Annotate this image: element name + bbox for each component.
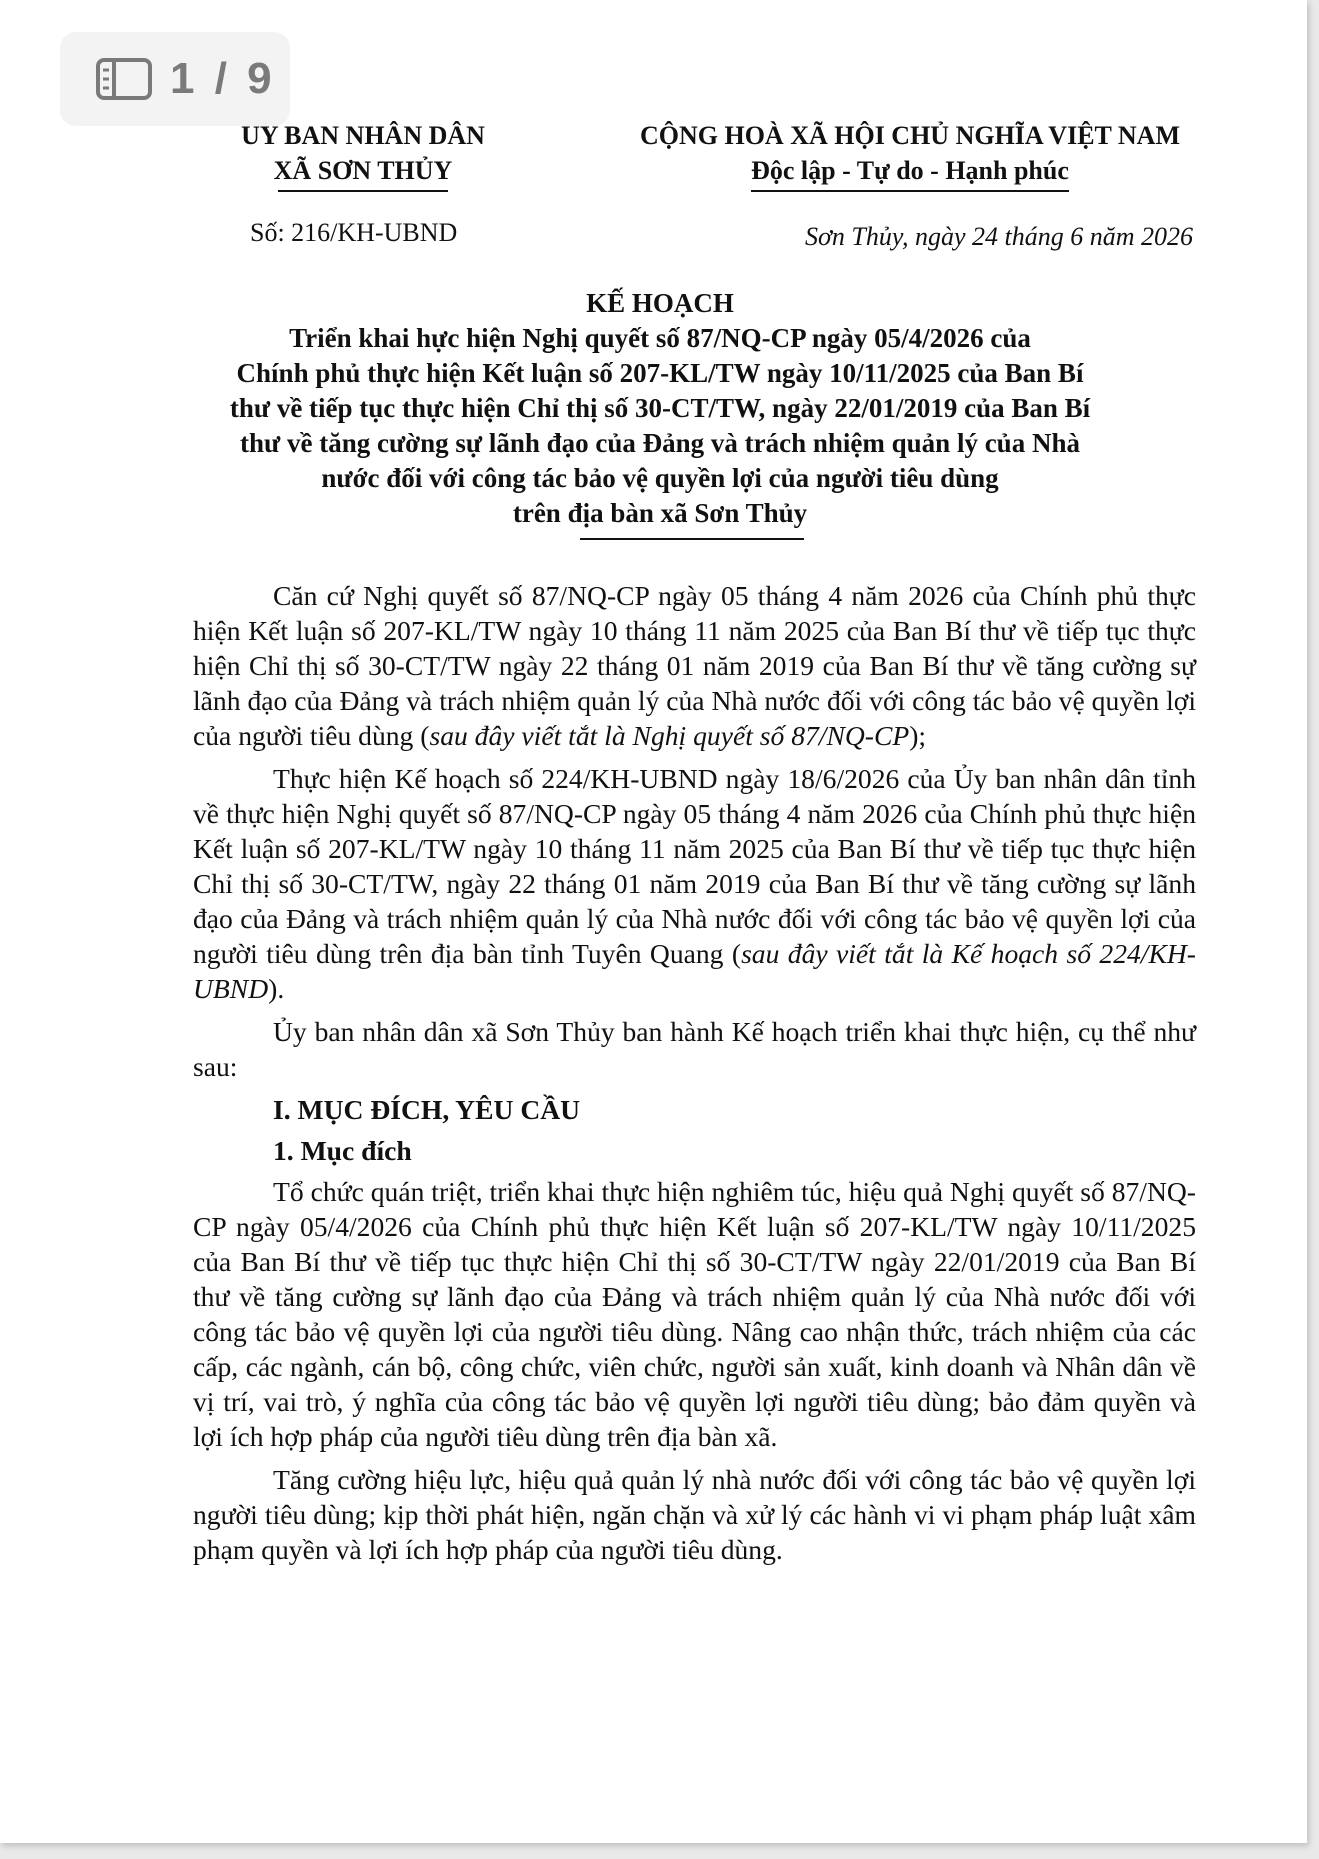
title-line: Triển khai hực hiện Nghị quyết số 87/NQ-CP ngày 05/4/2026 của: [289, 323, 1031, 353]
national-title: [580, 118, 1240, 192]
document-type: KẾ HOẠCH: [586, 288, 734, 318]
document-place-date: Sơn Thủy, ngày 24 tháng 6 năm 2026: [805, 222, 1193, 251]
agency-underline: [278, 190, 448, 192]
agency-line-1: UY BAN NHÂN DÂN: [241, 121, 485, 150]
paragraph-legal-basis: Căn cứ Nghị quyết số 87/NQ-CP ngày 05 tháng 4 năm 2026 của Chính phủ thực hiện Kết luận số 207-KL/TW ngày 10 tháng 11 năm 2025 của Ban Bí thư về tiếp tục thực hiện Chỉ thị số 30-CT/TW ngày 22 tháng 01 năm 2019 của Ban Bí thư về tăng cường sự lãnh đạo của Đảng và trách nhiệm quản lý của Nhà nước đối với công tác bảo vệ quyền lợi của người tiêu dùng (sau đây viết tắt là Nghị quyết số 87/NQ-CP);: [193, 580, 1196, 751]
title-line: Chính phủ thực hiện Kết luận số 207-KL/TW ngày 10/11/2025 của Ban Bí: [236, 358, 1084, 388]
document-number: Số: 216/KH-UBND: [250, 218, 458, 247]
nation-motto: Độc lập - Tự do - Hạnh phúc: [751, 153, 1069, 192]
document-title: [120, 286, 1200, 531]
title-line: nước đối với công tác bảo vệ quyền lợi của người tiêu dùng: [321, 463, 999, 493]
title-divider: [580, 538, 804, 540]
subsection-heading: 1. Mục đích: [273, 1135, 412, 1166]
issuing-agency: [213, 118, 513, 192]
paragraph-issuance: Ủy ban nhân dân xã Sơn Thủy ban hành Kế hoạch triển khai thực hiện, cụ thể như sau:: [193, 1016, 1196, 1082]
section-heading: I. MỤC ĐÍCH, YÊU CẦU: [273, 1094, 581, 1125]
title-line: thư về tiếp tục thực hiện Chỉ thị số 30-CT/TW, ngày 22/01/2019 của Ban Bí: [229, 393, 1091, 423]
page-indicator-badge[interactable]: [60, 32, 290, 126]
agency-line-2: XÃ SƠN THỦY: [273, 156, 453, 185]
document-body: [193, 578, 1196, 1575]
nation-line-1: CỘNG HOÀ XÃ HỘI CHỦ NGHĨA VIỆT NAM: [639, 121, 1181, 150]
sidebar-panel-icon: [96, 58, 152, 100]
paragraph-purpose-2: Tăng cường hiệu lực, hiệu quả quản lý nhà nước đối với công tác bảo vệ quyền lợi người tiêu dùng; kịp thời phát hiện, ngăn chặn và xử lý các hành vi vi phạm pháp luật xâm phạm quyền và lợi ích hợp pháp của người tiêu dùng.: [193, 1464, 1196, 1565]
paragraph-implementation: Thực hiện Kế hoạch số 224/KH-UBND ngày 18/6/2026 của Ủy ban nhân dân tỉnh về thực hiện Nghị quyết số 87/NQ-CP ngày 05 tháng 4 năm 2026 của Chính phủ thực hiện Kết luận số 207-KL/TW ngày 10 tháng 11 năm 2025 của Ban Bí thư về tiếp tục thực hiện Chỉ thị số 30-CT/TW, ngày 22 tháng 01 năm 2019 của Ban Bí thư về tăng cường sự lãnh đạo của Đảng và trách nhiệm quản lý của Nhà nước đối với công tác bảo vệ quyền lợi của người tiêu dùng trên địa bàn tỉnh Tuyên Quang (sau đây viết tắt là Kế hoạch số 224/KH-UBND).: [193, 763, 1196, 1004]
title-line: thư về tăng cường sự lãnh đạo của Đảng và trách nhiệm quản lý của Nhà: [240, 428, 1080, 458]
paragraph-purpose: Tổ chức quán triệt, triển khai thực hiện nghiêm túc, hiệu quả Nghị quyết số 87/NQ-CP ngày 05/4/2026 của Chính phủ thực hiện Kết luận số 207-KL/TW ngày 10/11/2025 của Ban Bí thư về tiếp tục thực hiện Chỉ thị số 30-CT/TW ngày 22/01/2019 của Ban Bí thư về tăng cường sự lãnh đạo của Đảng và trách nhiệm quản lý của Nhà nước đối với công tác bảo vệ quyền lợi của người tiêu dùng. Nâng cao nhận thức, trách nhiệm của các cấp, các ngành, cán bộ, công chức, viên chức, người sản xuất, kinh doanh và Nhân dân về vị trí, vai trò, ý nghĩa của công tác bảo vệ quyền lợi người tiêu dùng; bảo đảm quyền và lợi ích hợp pháp của người tiêu dùng trên địa bàn xã.: [193, 1176, 1196, 1452]
title-line: trên địa bàn xã Sơn Thủy: [512, 498, 808, 528]
page-indicator-text: 1 / 9: [170, 54, 276, 103]
